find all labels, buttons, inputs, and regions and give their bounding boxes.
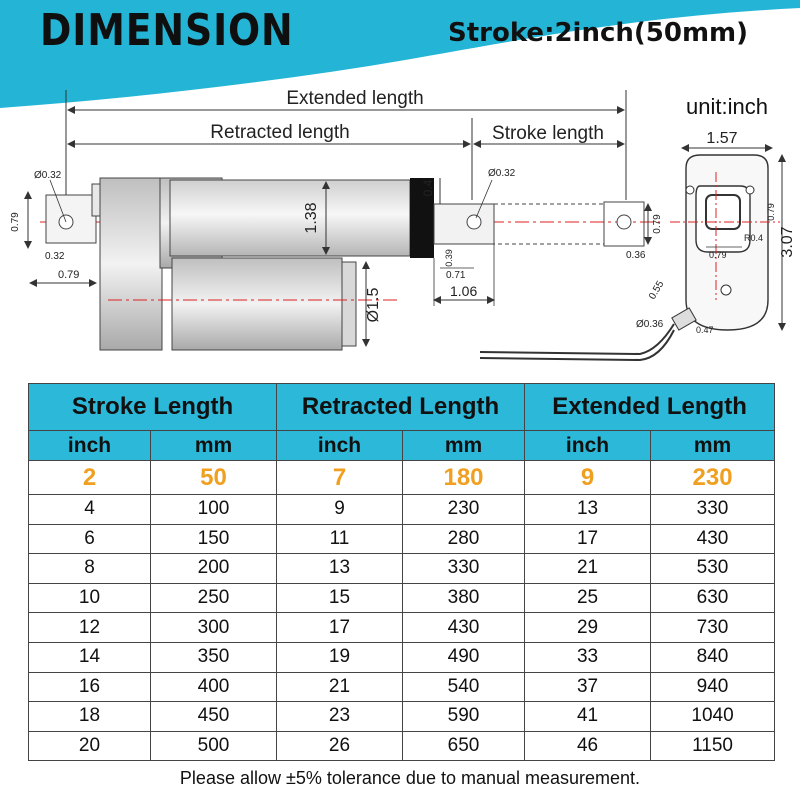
table-row bbox=[29, 524, 775, 554]
table-cell: 380 bbox=[403, 583, 525, 613]
motor-body bbox=[172, 258, 342, 350]
extended-rod-ghost bbox=[494, 204, 604, 244]
table-cell: 650 bbox=[403, 731, 525, 761]
table-cell: 150 bbox=[151, 524, 277, 554]
label-d032-left: Ø0.32 bbox=[34, 170, 62, 181]
label-079-left: 0.79 bbox=[10, 212, 21, 232]
table-cell: 590 bbox=[403, 702, 525, 732]
table-cell: 180 bbox=[403, 461, 525, 495]
tolerance-note: Please allow ±5% tolerance due to manual measurement. bbox=[179, 768, 641, 788]
table-cell: 300 bbox=[151, 613, 277, 643]
table-cell: 9 bbox=[525, 461, 651, 495]
label-047: 0.47 bbox=[696, 325, 714, 335]
table-cell: 33 bbox=[525, 642, 651, 672]
label-039: 0.39 bbox=[444, 249, 454, 267]
table-cell: 100 bbox=[151, 495, 277, 525]
table-row bbox=[29, 613, 775, 643]
table-cell: 1040 bbox=[651, 702, 775, 732]
table-cell: 50 bbox=[151, 461, 277, 495]
page-title: DIMENSION bbox=[40, 5, 294, 56]
table-cell: 730 bbox=[651, 613, 775, 643]
unit-label: unit:inch bbox=[686, 94, 768, 119]
table-cell: 23 bbox=[277, 702, 403, 732]
table-cell: 29 bbox=[525, 613, 651, 643]
table-cell: 530 bbox=[651, 554, 775, 584]
label-079-rod: 0.79 bbox=[652, 214, 663, 234]
label-032: 0.32 bbox=[45, 251, 65, 262]
actuator-drawing bbox=[0, 60, 800, 380]
unit-header: mm bbox=[151, 431, 277, 461]
table-cell: 450 bbox=[151, 702, 277, 732]
table-cell: 840 bbox=[651, 642, 775, 672]
highlighted-row bbox=[29, 461, 775, 495]
table-cell: 46 bbox=[525, 731, 651, 761]
table-cell: 12 bbox=[29, 613, 151, 643]
table-cell: 330 bbox=[651, 495, 775, 525]
header-stroke-length: Stroke Length bbox=[29, 384, 277, 431]
unit-header: inch bbox=[525, 431, 651, 461]
extended-length-label: Extended length bbox=[286, 88, 424, 109]
table-cell: 630 bbox=[651, 583, 775, 613]
table-row bbox=[29, 583, 775, 613]
table-cell: 250 bbox=[151, 583, 277, 613]
unit-header: inch bbox=[277, 431, 403, 461]
label-079-side-b: 0.79 bbox=[709, 250, 727, 260]
extended-rod-end-hole bbox=[617, 215, 631, 229]
retracted-length-label: Retracted length bbox=[210, 122, 350, 143]
label-106: 1.06 bbox=[450, 283, 478, 299]
table-cell: 230 bbox=[403, 495, 525, 525]
table-row bbox=[29, 495, 775, 525]
table-cell: 2 bbox=[29, 461, 151, 495]
table-row bbox=[29, 731, 775, 761]
label-079-side-a: 0.79 bbox=[766, 203, 776, 221]
table-cell: 4 bbox=[29, 495, 151, 525]
table-cell: 430 bbox=[403, 613, 525, 643]
table-cell: 26 bbox=[277, 731, 403, 761]
table-cell: 18 bbox=[29, 702, 151, 732]
drawing-svg bbox=[0, 60, 800, 380]
motor-endcap bbox=[342, 262, 356, 346]
header-extended-length: Extended Length bbox=[525, 384, 775, 431]
label-r04: R0.4 bbox=[744, 233, 764, 243]
table-cell: 13 bbox=[525, 495, 651, 525]
gearbox-housing bbox=[100, 178, 162, 350]
rod-end bbox=[434, 204, 494, 244]
outer-tube bbox=[170, 180, 410, 256]
table-group-header bbox=[29, 384, 775, 431]
table-cell: 540 bbox=[403, 672, 525, 702]
rod-end-hole bbox=[467, 215, 481, 229]
table-cell: 8 bbox=[29, 554, 151, 584]
table-row bbox=[29, 554, 775, 584]
label-055: 0.55 bbox=[647, 279, 667, 302]
label-d036: Ø0.36 bbox=[636, 319, 664, 330]
label-138: 1.38 bbox=[303, 202, 320, 234]
table-cell: 430 bbox=[651, 524, 775, 554]
stroke-length-label: Stroke length bbox=[492, 123, 604, 144]
table-cell: 10 bbox=[29, 583, 151, 613]
spec-table bbox=[28, 383, 775, 761]
table-cell: 490 bbox=[403, 642, 525, 672]
table-cell: 940 bbox=[651, 672, 775, 702]
label-d032-right: Ø0.32 bbox=[488, 168, 516, 179]
unit-header: mm bbox=[651, 431, 775, 461]
table-cell: 19 bbox=[277, 642, 403, 672]
label-036: 0.36 bbox=[626, 250, 646, 261]
table-cell: 13 bbox=[277, 554, 403, 584]
table-cell: 15 bbox=[277, 583, 403, 613]
table-cell: 350 bbox=[151, 642, 277, 672]
table-cell: 200 bbox=[151, 554, 277, 584]
header-retracted-length: Retracted Length bbox=[277, 384, 525, 431]
table-cell: 9 bbox=[277, 495, 403, 525]
table-cell: 500 bbox=[151, 731, 277, 761]
label-307: 3.07 bbox=[779, 226, 796, 258]
table-cell: 6 bbox=[29, 524, 151, 554]
label-d15: Ø1.5 bbox=[365, 287, 382, 323]
label-079-bottom: 0.79 bbox=[58, 269, 80, 281]
table-unit-header bbox=[29, 431, 775, 461]
label-04: 0.4 bbox=[421, 179, 435, 197]
label-157: 1.57 bbox=[706, 130, 738, 147]
table-row bbox=[29, 642, 775, 672]
table-row bbox=[29, 672, 775, 702]
table-cell: 14 bbox=[29, 642, 151, 672]
table-cell: 11 bbox=[277, 524, 403, 554]
unit-header: mm bbox=[403, 431, 525, 461]
table-cell: 17 bbox=[277, 613, 403, 643]
table-cell: 17 bbox=[525, 524, 651, 554]
table-cell: 280 bbox=[403, 524, 525, 554]
table-cell: 230 bbox=[651, 461, 775, 495]
table-cell: 37 bbox=[525, 672, 651, 702]
table-cell: 7 bbox=[277, 461, 403, 495]
table-cell: 25 bbox=[525, 583, 651, 613]
table-cell: 21 bbox=[277, 672, 403, 702]
table-cell: 330 bbox=[403, 554, 525, 584]
table-cell: 400 bbox=[151, 672, 277, 702]
label-071: 0.71 bbox=[446, 270, 466, 281]
unit-header: inch bbox=[29, 431, 151, 461]
table-cell: 41 bbox=[525, 702, 651, 732]
table-cell: 21 bbox=[525, 554, 651, 584]
table-cell: 1150 bbox=[651, 731, 775, 761]
table-row bbox=[29, 702, 775, 732]
stroke-title: Stroke:2inch(50mm) bbox=[448, 18, 749, 48]
table-cell: 20 bbox=[29, 731, 151, 761]
table-cell: 16 bbox=[29, 672, 151, 702]
